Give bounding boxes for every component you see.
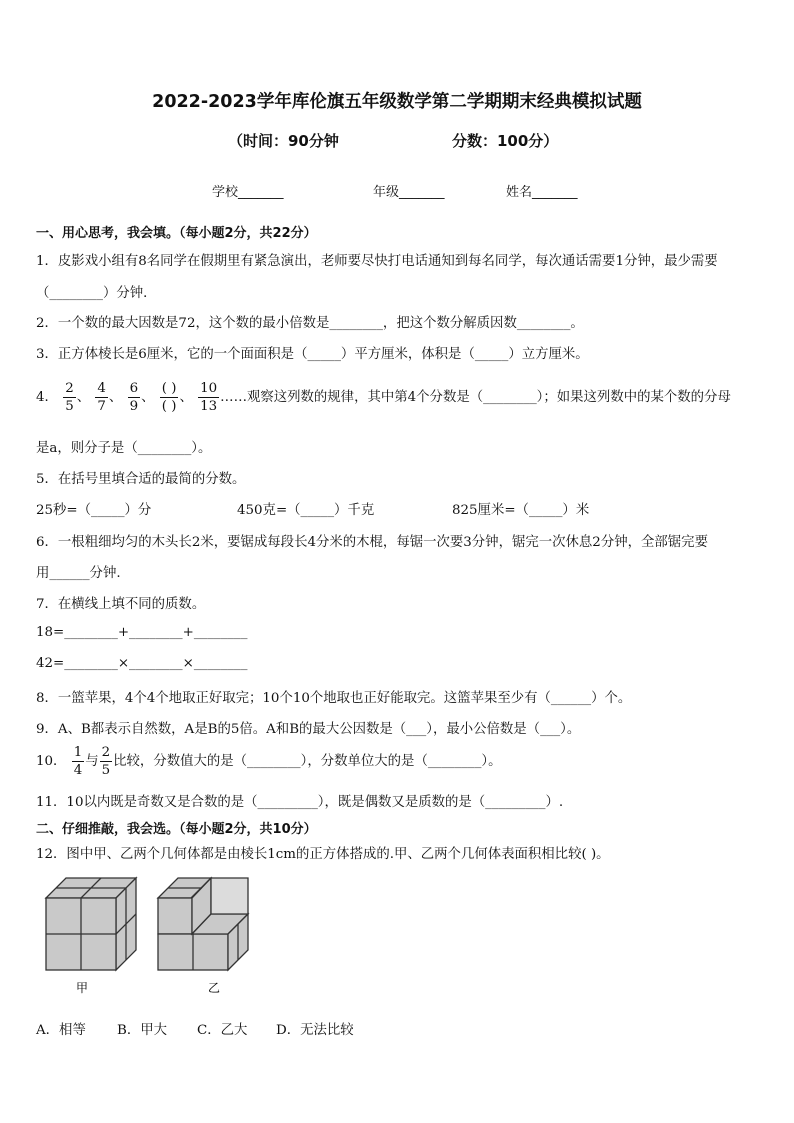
name-field[interactable]: 姓名_______ — [506, 185, 578, 200]
q9: 9．A、B都表示自然数，A是B的5倍。A和B的最大公因数是（___），最小公倍数是（___）。 — [36, 722, 581, 737]
q4-number: 4． — [36, 390, 58, 405]
q7-b: 42=________×________×________ — [36, 656, 248, 671]
section-1-heading: 一、用心思考，我会填。（每小题2分，共22分） — [36, 226, 317, 241]
grade-field[interactable]: 年级_______ — [373, 185, 445, 200]
q5-c: 825厘米=（_____）米 — [452, 503, 590, 518]
exam-score: 分数：100分） — [452, 132, 559, 150]
q12-option-c[interactable]: C．乙大 — [197, 1023, 248, 1038]
q4-fraction-1: $\frac{2}{5}$ — [65, 381, 74, 414]
q5-b: 450克=（_____）千克 — [237, 503, 375, 518]
school-field[interactable]: 学校_______ — [212, 185, 284, 200]
q12-option-b[interactable]: B．甲大 — [117, 1023, 168, 1038]
q4-line1: 4． $\frac{2}{5}$ 、 $\frac{4}{7}$ 、 $\frac{6}{9}$ 、 $\frac{( )}{( )}$ 、 $\frac{10}{13}$ ……观察这列数的规律，其中第4个分数是（________）；如果这列数中的某个数的分母 — [36, 381, 731, 414]
page-title: 2022-2023学年库伦旗五年级数学第二学期期末经典模拟试题 — [152, 92, 642, 112]
q4-line2: 是a，则分子是（________）。 — [36, 441, 212, 456]
q2: 2．一个数的最大因数是72，这个数的最小倍数是________，把这个数分解质因数________。 — [36, 316, 584, 331]
exam-time: （时间：90分钟 — [228, 132, 339, 150]
q4-fraction-2: $\frac{4}{7}$ — [97, 381, 106, 414]
q10: 10． $\frac{1}{4}$ 与 $\frac{2}{5}$ 比较，分数值大的是（________），分数单位大的是（________）。 — [36, 745, 502, 778]
cube-figures — [36, 868, 262, 1000]
q4-fraction-5: $\frac{10}{13}$ — [200, 381, 218, 414]
section-2-heading: 二、仔细推敲，我会选。（每小题2分，共10分） — [36, 822, 317, 837]
q10-fraction-1: $\frac{1}{4}$ — [73, 745, 83, 778]
q5-a: 25秒=（_____）分 — [36, 503, 152, 518]
q4-fraction-4: $\frac{( )}{( )}$ — [161, 381, 177, 414]
q3: 3．正方体棱长是6厘米，它的一个面面积是（_____）平方厘米，体积是（_____）立方厘米。 — [36, 347, 589, 362]
q6-line2: 用______分钟. — [36, 566, 121, 581]
q5: 5．在括号里填合适的最简的分数。 — [36, 472, 246, 487]
label-yi: 乙 — [208, 981, 221, 995]
q7-a: 18=________+________+________ — [36, 625, 248, 640]
q12: 12．图中甲、乙两个几何体都是由棱长1cm的正方体搭成的.甲、乙两个几何体表面积相比较( )。 — [36, 847, 610, 862]
q7: 7．在横线上填不同的质数。 — [36, 597, 206, 612]
q12-option-a[interactable]: A．相等 — [36, 1023, 86, 1038]
q4-fraction-3: $\frac{6}{9}$ — [129, 381, 139, 414]
cube-b-front-top — [158, 898, 192, 934]
q10-fraction-2: $\frac{2}{5}$ — [101, 745, 111, 778]
label-jia: 甲 — [76, 981, 89, 995]
q1-line1: 1．皮影戏小组有8名同学在假期里有紧急演出，老师要尽快打电话通知到每名同学，每次通话需要1分钟，最少需要 — [36, 254, 718, 269]
q6-line1: 6．一根粗细均匀的木头长2米，要锯成每段长4分米的木棍，每锯一次要3分钟，锯完一次休息2分钟，全部锯完要 — [36, 535, 708, 550]
q12-option-d[interactable]: D．无法比较 — [276, 1023, 354, 1038]
q1-line2: （________）分钟． — [36, 286, 157, 301]
q11: 11．10以内既是奇数又是合数的是（_________），既是偶数又是质数的是（_________）. — [36, 795, 564, 810]
q4-rest: ……观察这列数的规律，其中第4个分数是（________）；如果这列数中的某个数的分母 — [220, 390, 731, 405]
q8: 8．一篮苹果，4个4个地取正好取完；10个10个地取也正好能取完。这篮苹果至少有（______）个。 — [36, 691, 632, 706]
